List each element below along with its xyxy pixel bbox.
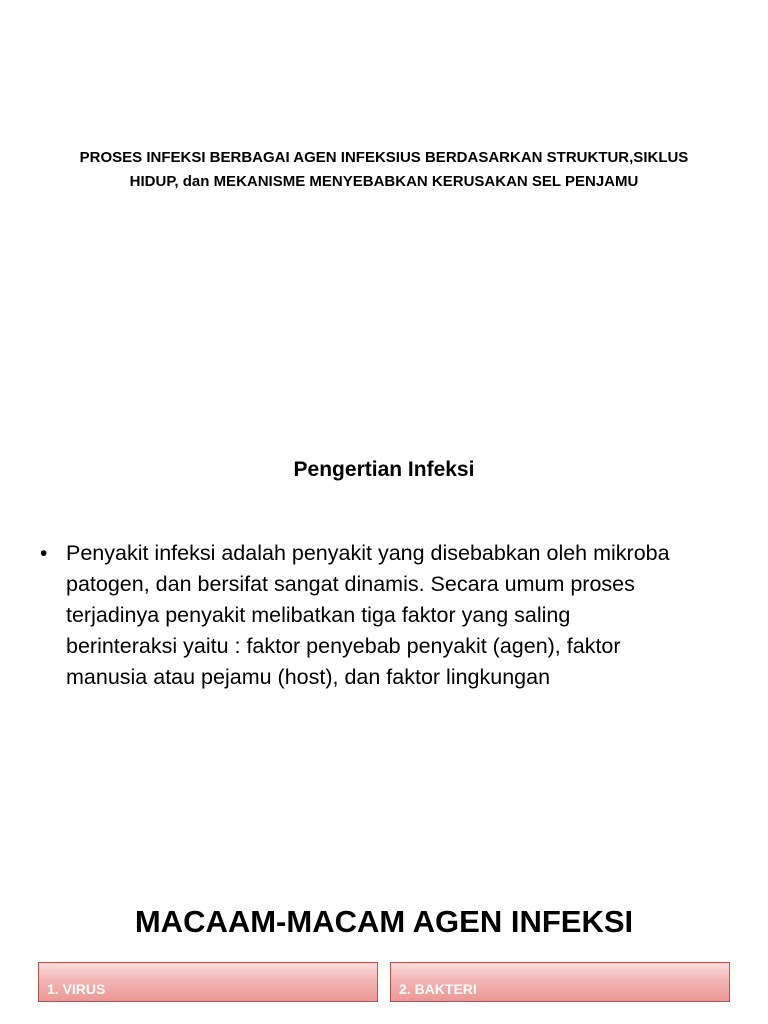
definition-bullet-item [40, 538, 716, 693]
definition-line-5: manusia atau pejamu (host), dan faktor lingkungan [66, 665, 551, 689]
agent-box-virus [38, 962, 378, 1002]
definition-paragraph [66, 538, 716, 693]
agent-label-virus: 1. VIRUS [47, 981, 106, 997]
section-title-agen-infeksi: MACAAM-MACAM AGEN INFEKSI [134, 904, 634, 939]
definition-bullet-list [40, 538, 716, 693]
document-title-line-2: HIDUP, dan MEKANISME MENYEBABKAN KERUSAKAN SEL PENJAMU [129, 173, 639, 190]
document-title [40, 146, 728, 194]
definition-line-4: berinteraksi yaitu : faktor penyebab penyakit (agen), faktor [66, 634, 621, 658]
agent-box-bakteri [390, 962, 730, 1002]
section-heading-pengertian-infeksi: Pengertian Infeksi [293, 458, 475, 481]
definition-line-2: patogen, dan bersifat sangat dinamis. Secara umum proses [66, 572, 635, 596]
document-title-line-1: PROSES INFEKSI BERBAGAI AGEN INFEKSIUS BERDASARKAN STRUKTUR,SIKLUS [79, 149, 689, 166]
agent-label-bakteri: 2. BAKTERI [399, 981, 477, 997]
definition-line-1: Penyakit infeksi adalah penyakit yang disebabkan oleh mikroba [66, 541, 670, 565]
bullet-icon: • [40, 542, 48, 565]
definition-line-3: terjadinya penyakit melibatkan tiga faktor yang saling [66, 603, 571, 627]
